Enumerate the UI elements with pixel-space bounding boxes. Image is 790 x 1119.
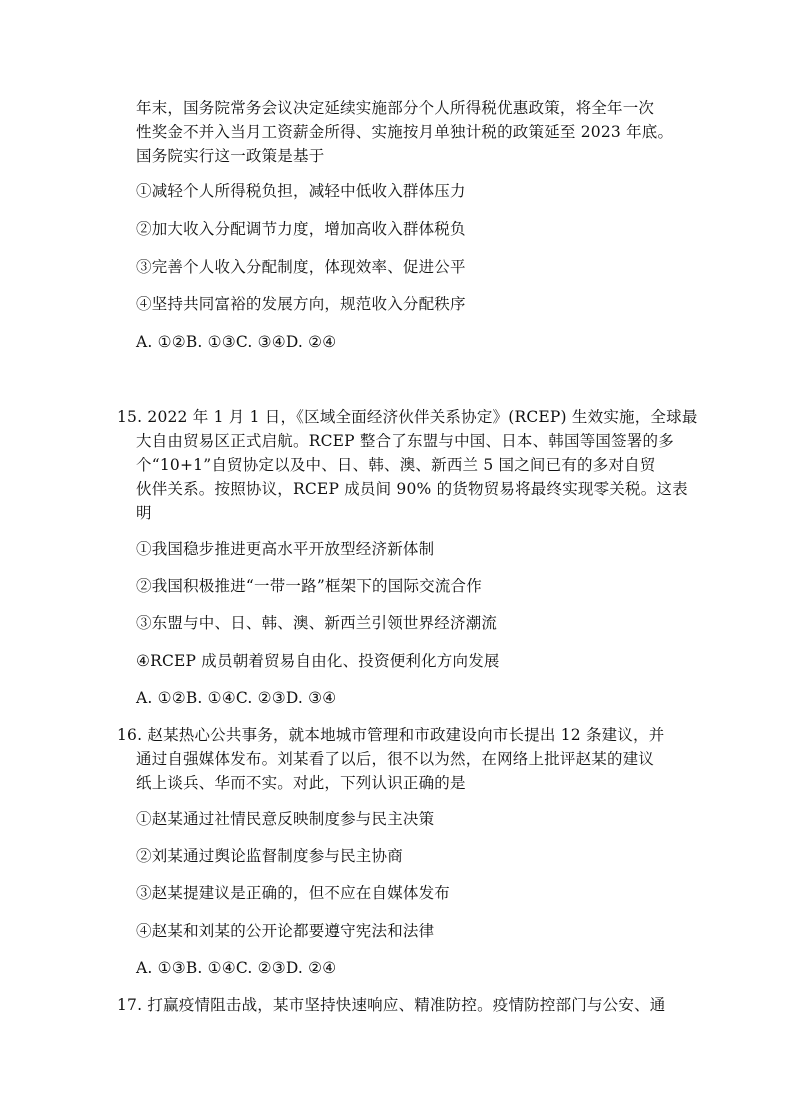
- q14-option-3: ③完善个人收入分配制度，体现效率、促进公平: [136, 258, 466, 276]
- q17-first-line: 17. 打赢疫情阻击战，某市坚持快速响应、精准防控。疫情防控部门与公安、通: [117, 996, 666, 1014]
- q15-stem-line-5: 明: [136, 504, 152, 522]
- q14-stem-line-2: 性奖金不并入当月工资薪金所得、实施按月单独计税的政策延至 2023 年底。: [136, 123, 674, 141]
- q16-stem-line-2: 通过自强媒体发布。刘某看了以后，很不以为然，在网络上批评赵某的建议: [136, 750, 655, 768]
- q15-option-4: ④RCEP 成员朝着贸易自由化、投资便利化方向发展: [136, 652, 500, 670]
- q14-option-4: ④坚持共同富裕的发展方向，规范收入分配秩序: [136, 295, 466, 313]
- q14-answer-choices: A. ①②B. ①③C. ③④D. ②④: [136, 333, 337, 351]
- q15-answer-choices: A. ①②B. ①④C. ②③D. ③④: [136, 689, 337, 707]
- q16-first-line: 16. 赵某热心公共事务，就本地城市管理和市政建设向市长提出 12 条建议，并: [117, 726, 665, 744]
- q15-stem-line-2: 大自由贸易区正式启航。RCEP 整合了东盟与中国、日本、韩国等国签署的多: [136, 432, 674, 450]
- q15-stem-line-3: 个“10+1”自贸协定以及中、日、韩、澳、新西兰 5 国之间已有的多对自贸: [136, 456, 656, 474]
- q16-option-3: ③赵某提建议是正确的，但不应在自媒体发布: [136, 884, 451, 902]
- q16-option-1: ①赵某通过社情民意反映制度参与民主决策: [136, 810, 435, 828]
- q16-stem-line-3: 纸上谈兵、华而不实。对此，下列认识正确的是: [136, 774, 466, 792]
- q15-option-3: ③东盟与中、日、韩、澳、新西兰引领世界经济潮流: [136, 614, 498, 632]
- q14-stem-line-3: 国务院实行这一政策是基于: [136, 147, 325, 165]
- q15-option-1: ①我国稳步推进更高水平开放型经济新体制: [136, 540, 435, 558]
- q14-option-1: ①减轻个人所得税负担，减轻中低收入群体压力: [136, 182, 466, 200]
- q14-option-2: ②加大收入分配调节力度，增加高收入群体税负: [136, 220, 466, 238]
- q15-stem-line-4: 伙伴关系。按照协议，RCEP 成员间 90% 的货物贸易将最终实现零关税。这表: [136, 480, 688, 498]
- q15-option-2: ②我国积极推进“一带一路”框架下的国际交流合作: [136, 577, 482, 595]
- q16-answer-choices: A. ①③B. ①④C. ②③D. ②④: [136, 959, 337, 977]
- q16-option-2: ②刘某通过舆论监督制度参与民主协商: [136, 847, 403, 865]
- q16-option-4: ④赵某和刘某的公开论都要遵守宪法和法律: [136, 922, 435, 940]
- q14-stem-line-1: 年末，国务院常务会议决定延续实施部分个人所得税优惠政策，将全年一次: [136, 99, 655, 117]
- q15-first-line: 15. 2022 年 1 月 1 日，《区域全面经济伙伴关系协定》(RCEP) 生效实施，全球最: [117, 408, 698, 426]
